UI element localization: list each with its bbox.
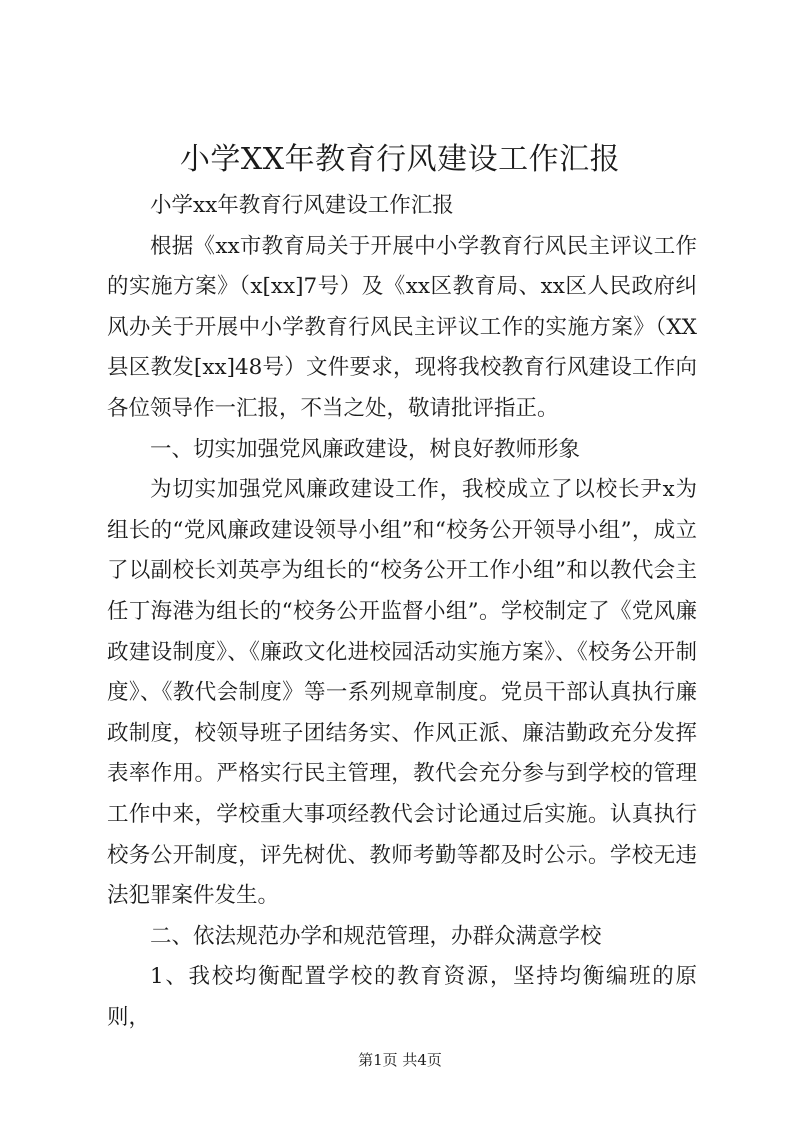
document-body (107, 186, 697, 1038)
paragraph-subtitle: 小学xx年教育行风建设工作汇报 (150, 193, 454, 218)
page-number-footer: 第1页 共4页 (358, 1051, 442, 1069)
paragraph-intro: 根据《xx市教育局关于开展中小学教育行风民主评议工作的实施方案》（x[xx]7号）及《xx区教育局、xx区人民政府纠风办关于开展中小学教育行风民主评议工作的实施方案》（XX县区教发[xx]48号）文件要求，现将我校教育行风建设工作向各位领导作一汇报，不当之处，敬请批评指正。 (107, 233, 697, 421)
paragraph-section-2-item-1: 1、我校均衡配置学校的教育资源，坚持均衡编班的原则， (107, 964, 697, 1030)
section-heading-2: 二、依法规范办学和规范管理，办群众满意学校 (150, 923, 602, 949)
document-title: 小学XX年教育行风建设工作汇报 (179, 142, 621, 177)
section-heading-1: 一、切实加强党风廉政建设，树良好教师形象 (150, 436, 581, 462)
paragraph-section-1: 为切实加强党风廉政建设工作，我校成立了以校长尹x为组长的“党风廉政建设领导小组”和“校务公开领导小组”，成立了以副校长刘英亭为组长的“校务公开工作小组”和以教代会主任丁海港为组长的“校务公开监督小组”。学校制定了《党风廉政建设制度》、《廉政文化进校园活动实施方案》、《校务公开制度》、《教代会制度》等一系列规章制度。党员干部认真执行廉政制度，校领导班子团结务实、作风正派、廉洁勤政充分发挥表率作用。严格实行民主管理，教代会充分参与到学校的管理工作中来，学校重大事项经教代会讨论通过后实施。认真执行校务公开制度，评先树优、教师考勤等都及时公示。学校无违法犯罪案件发生。 (107, 477, 697, 909)
